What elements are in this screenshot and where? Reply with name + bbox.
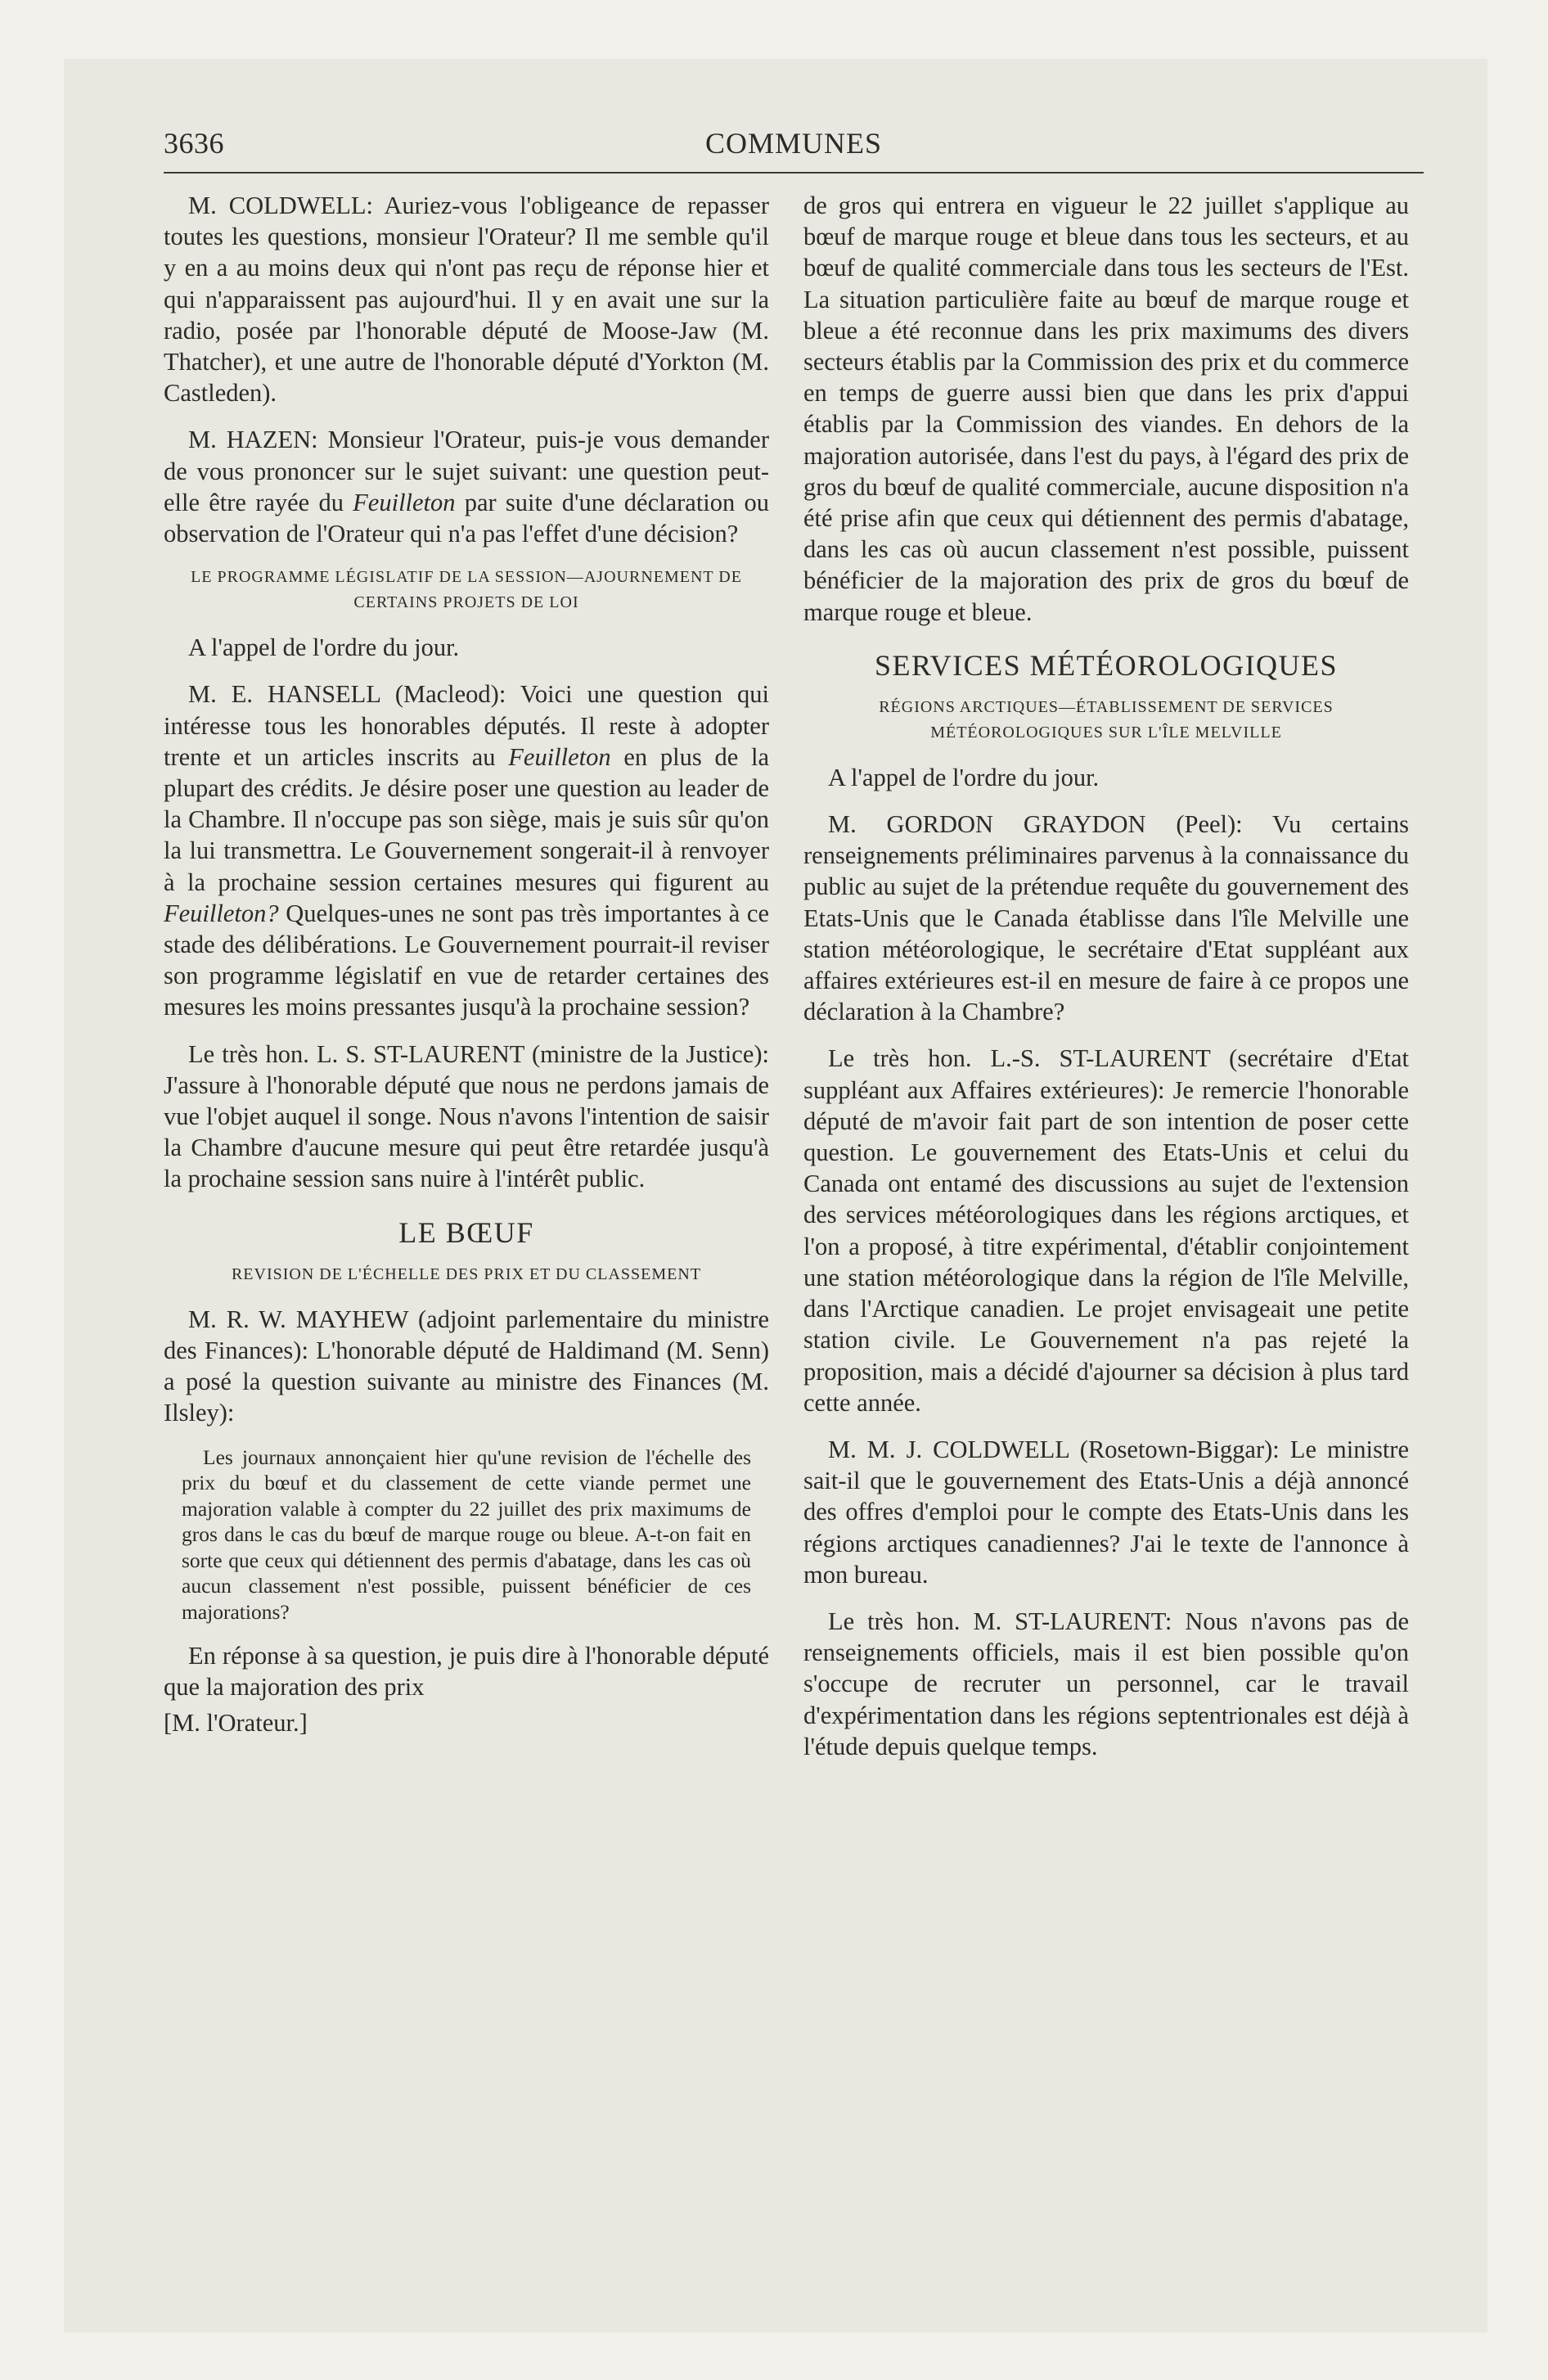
- paragraph-coldwell-question: M. COLDWELL: Auriez-vous l'obligeance de repasser toutes les questions, monsieur l'Orateur? Il me semble qu'il y en a au moins deux qui n'ont pas reçu de réponse hier et qui n'apparaissent pas aujourd'hui. Il y en avait une sur la radio, posée par l'honorable député de Moose-Jaw (M. Thatcher), et une autre de l'honorable député d'Yorkton (M. Castleden).: [164, 192, 769, 408]
- page-title: COMMUNES: [704, 127, 883, 160]
- italic-feuilleton: Feuilleton?: [164, 899, 279, 927]
- subheading-programme-legislatif: LE PROGRAMME LÉGISLATIF DE LA SESSION—AJOURNEMENT DE CERTAINS PROJETS DE LOI: [191, 568, 742, 612]
- paragraph-graydon-question: M. GORDON GRAYDON (Peel): Vu certains renseignements préliminaires parvenus à la connaissance du public au sujet de la prétendue requête du gouvernement des Etats-Unis que le Canada établisse dans l'île Melville une station météorologique, le secrétaire d'Etat suppléant aux affaires extérieures est-il en mesure de faire à ce propos une déclaration à la Chambre?: [803, 810, 1409, 1026]
- left-column: [164, 190, 769, 1739]
- page-number: 3636: [164, 127, 224, 160]
- text-span: M. HAZEN: Monsieur l'Orateur, puis-je vous demander de vous prononcer sur le sujet suivant: une question peut-elle être rayée du: [164, 426, 769, 516]
- text-span: en plus de la plupart des crédits. Je désire poser une question au leader de la Chambre. Il n'occupe pas son siège, mais je suis sûr qu'on la lui transmettra. Le Gouvernement songerait-il à renvoyer à la prochaine session certaines mesures qui figurent au: [164, 742, 769, 896]
- paragraph-ordre-du-jour: A l'appel de l'ordre du jour.: [188, 633, 460, 662]
- right-column: [803, 190, 1409, 1778]
- paragraph-st-laurent-final: Le très hon. M. ST-LAURENT: Nous n'avons pas de renseignements officiels, mais il est bien possible qu'on s'occupe de recruter un personnel, car le travail d'expérimentation dans les régions septentrionales est déjà à l'étude depuis quelque temps.: [803, 1607, 1409, 1760]
- subheading-regions-arctiques: RÉGIONS ARCTIQUES—ÉTABLISSEMENT DE SERVICES MÉTÉOROLOGIQUES SUR L'ÎLE MELVILLE: [879, 697, 1334, 741]
- text-span: Quelques-unes ne sont pas très importantes à ce stade des délibérations. Le Gouvernement pourrait-il reviser son programme législatif en vue de retarder certaines des mesures les moins pressantes jusqu'à la prochaine session?: [164, 899, 769, 1021]
- paragraph-st-laurent-reply: Le très hon. L.-S. ST-LAURENT (secrétaire d'Etat suppléant aux Affaires extérieures): Je remercie l'honorable député de m'avoir fait part de son intention de poser cette question. Le gouvernement des Etats-Unis et celui du Canada ont entamé des discussions au sujet de l'extension des services météorologiques dans les régions arctiques, et l'on a proposé, à titre expérimental, d'établir conjointement une station météorologique dans la région de l'île Melville, dans l'Arctique canadien. Le projet envisageait une petite station civile. Le Gouvernement n'a pas rejeté la proposition, mais a décidé d'ajourner sa décision à plus tard cette année.: [803, 1044, 1409, 1417]
- speaker-footer: [M. l'Orateur.]: [164, 1709, 308, 1738]
- paragraph-hansell-question: [164, 678, 769, 1022]
- text-span: par suite d'une déclaration ou observation de l'Orateur qui n'a pas l'effet d'une décision?: [164, 488, 769, 548]
- paragraph-ordre-du-jour: A l'appel de l'ordre du jour.: [828, 763, 1100, 791]
- subheading-revision-echelle: REVISION DE L'ÉCHELLE DES PRIX ET DU CLASSEMENT: [231, 1264, 702, 1283]
- paragraph-hazen-question: [164, 424, 769, 549]
- section-heading-services-meteorologiques: SERVICES MÉTÉOROLOGIQUES: [874, 648, 1339, 682]
- paragraph-reponse: En réponse à sa question, je puis dire à l'honorable député que la majoration des prix: [164, 1642, 769, 1702]
- italic-feuilleton: Feuilleton: [508, 742, 611, 771]
- paragraph-coldwell-question: M. M. J. COLDWELL (Rosetown-Biggar): Le ministre sait-il que le gouvernement des Etats-Unis a déjà annoncé des offres d'emploi pour le compte des Etats-Unis dans les régions arctiques canadiennes? J'ai le texte de l'annonce à mon bureau.: [803, 1435, 1409, 1589]
- running-header: [164, 123, 1424, 172]
- header-rule: [164, 172, 1424, 174]
- text-span: M. E. HANSELL (Macleod): Voici une question qui intéresse tous les honorables députés. Il reste à adopter trente et un articles inscrits au: [164, 680, 769, 771]
- paragraph-majoration-continued: de gros qui entrera en vigueur le 22 juillet s'applique au bœuf de marque rouge et bleue dans tous les secteurs, et au bœuf de qualité commerciale dans tous les secteurs de l'Est. La situation particulière faite au bœuf de marque rouge et bleue a été reconnue dans les prix maximums des divers secteurs établis par la Commission des prix et du commerce en temps de guerre aussi bien que dans les prix d'appui établis par la Commission des viandes. En dehors de la majoration autorisée, dans l'est du pays, à l'égard des prix de gros du bœuf de qualité commerciale, aucune disposition n'a été prise afin que ceux qui détiennent des permis d'abatage, dans les cas où aucun classement n'est possible, puissent bénéficier de la majoration des prix de gros du bœuf de marque rouge et bleue.: [803, 192, 1409, 626]
- blockquote-journaux: Les journaux annonçaient hier qu'une revision de l'échelle des prix du bœuf et du classement de cette viande permet une majoration valable à compter du 22 juillet des prix maximums de gros dans le cas du bœuf de marque rouge ou bleue. A-t-on fait en sorte que ceux qui détiennent des permis d'abatage, dans les cas où aucun classement n'est possible, puissent bénéficier de ces majorations?: [182, 1445, 751, 1624]
- section-heading-le-boeuf: LE BŒUF: [398, 1215, 534, 1249]
- paragraph-st-laurent-reply: Le très hon. L. S. ST-LAURENT (ministre de la Justice): J'assure à l'honorable député que nous ne perdons jamais de vue l'objet auquel il songe. Nous n'avons l'intention de saisir la Chambre d'aucune mesure qui peut être retardée jusqu'à la prochaine session sans nuire à l'intérêt public.: [164, 1039, 769, 1193]
- italic-feuilleton: Feuilleton: [353, 488, 456, 516]
- paragraph-mayhew: M. R. W. MAYHEW (adjoint parlementaire du ministre des Finances): L'honorable député de Haldimand (M. Senn) a posé la question suivante au ministre des Finances (M. Ilsley):: [164, 1305, 769, 1427]
